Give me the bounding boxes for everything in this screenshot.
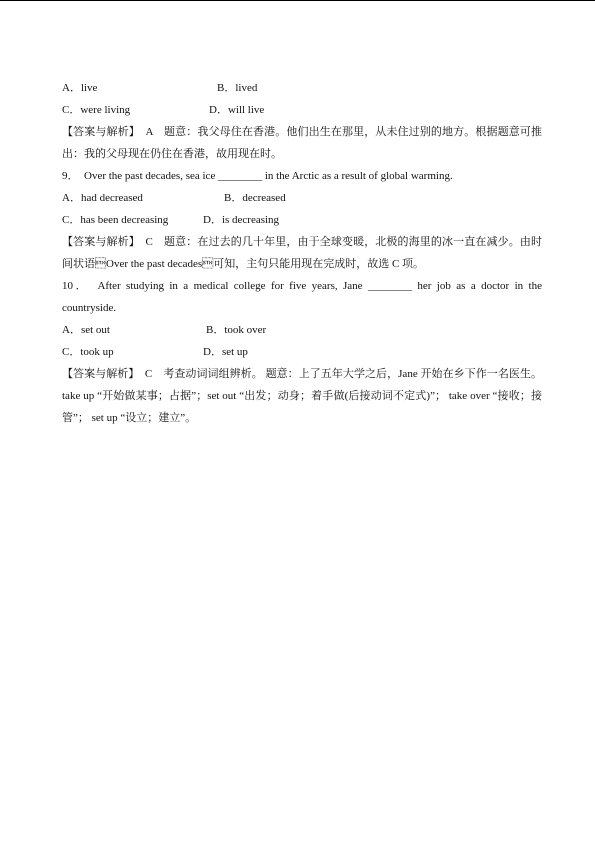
q9-option-d: D．is decreasing	[203, 214, 280, 226]
q8-answer-explanation: 【答案与解析】 A 题意：我父母住在香港。他们出生在那里，从未住过别的地方。根据题意可推出：我的父母现在仍住在香港，故用现在时。	[62, 126, 542, 160]
q10-options-row-1	[62, 319, 542, 341]
q8-option-b: B．lived	[217, 82, 258, 94]
q10-option-c: C．took up	[62, 346, 114, 358]
q9-option-b: B．decreased	[224, 192, 286, 204]
q9-answer-explanation: 【答案与解析】 C 题意：在过去的几十年里，由于全球变暖，北极的海里的冰一直在减少。由时间状语Over the past decades可知，主句只能用现在完成时，故选 C 项。	[62, 236, 542, 270]
q10-answer-explanation: 【答案与解析】 C 考查动词词组辨析。 题意：上了五年大学之后，Jane 开始在乡下作一名医生。take up “开始做某事；占据”；set out “出发；动身；着手做(后接动词不定式)”； take over “接收；接管”； set up “设立；建立”。	[62, 368, 542, 424]
q8-option-a: A．live	[62, 82, 98, 94]
q8-options-row-1	[62, 77, 542, 99]
page-top-border	[0, 0, 595, 1]
q10-option-d: D．set up	[203, 346, 248, 358]
q10-stem: 10． After studying in a medical college for five years, Jane ________ her job as a doctor in the countryside.	[62, 280, 542, 314]
q9-option-c: C．has been decreasing	[62, 214, 169, 226]
q9-options-row-2	[62, 209, 542, 231]
document-body	[62, 77, 542, 429]
q9-stem: 9． Over the past decades, sea ice ________ in the Arctic as a result of global warming.	[62, 170, 453, 182]
q10-option-a: A．set out	[62, 324, 110, 336]
q8-option-d: D．will live	[209, 104, 265, 116]
q10-options-row-2	[62, 341, 542, 363]
q8-options-row-2	[62, 99, 542, 121]
q9-options-row-1	[62, 187, 542, 209]
q9-option-a: A．had decreased	[62, 192, 143, 204]
q10-option-b: B．took over	[206, 324, 267, 336]
q8-option-c: C．were living	[62, 104, 131, 116]
